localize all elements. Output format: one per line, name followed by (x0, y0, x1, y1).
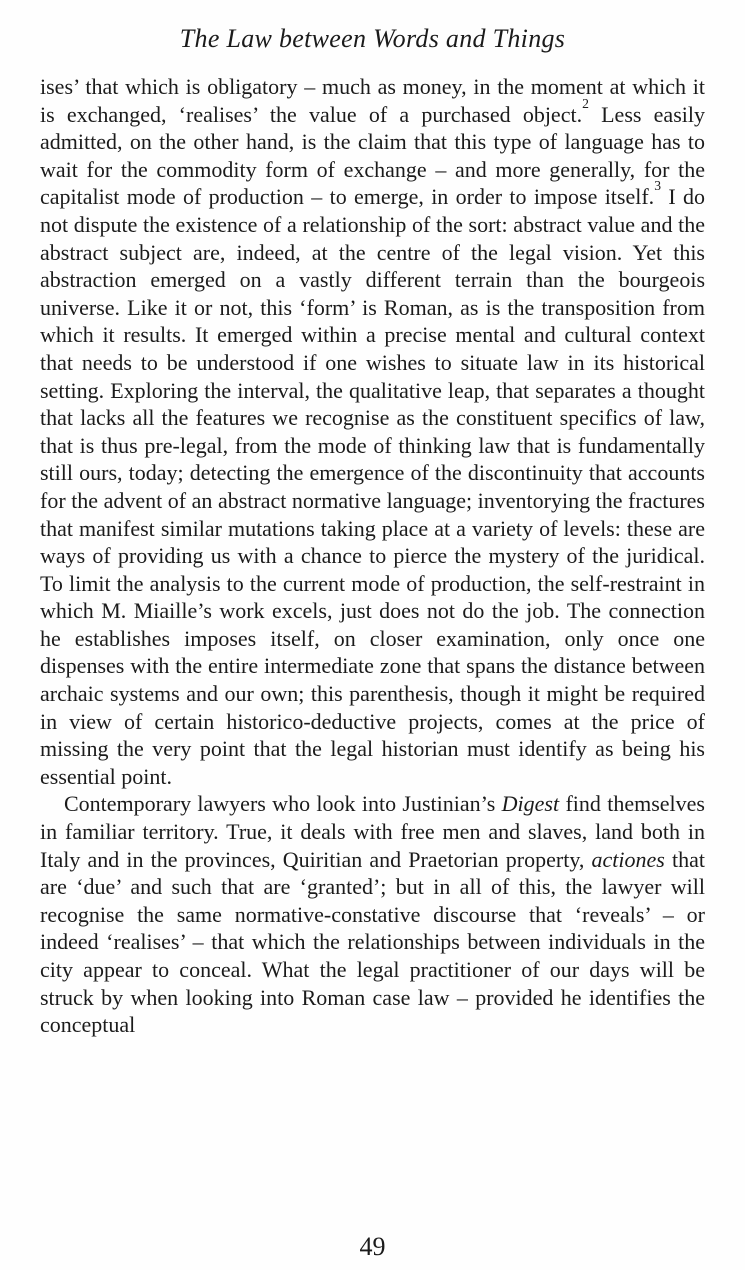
body-text-segment: I do not dispute the existence of a relationship of the sort: abstract value and the abstract subject are, indeed, at the centre of the legal vision. Yet this abstraction emerged on a vastly different terrain than the bourgeois universe. Like it or not, this ‘form’ is Roman, as is the transposition from which it results. It emerged within a precise mental and cultural context that needs to be understood if one wishes to situate law in its historical setting. Exploring the interval, the qualitative leap, that separates a thought that lacks all the features we recognise as the constituent specifics of law, that is thus pre-legal, from the mode of thinking law that is fundamentally still ours, today; detecting the emergence of the discontinuity that accounts for the advent of an abstract normative language; inventorying the fractures that manifest similar mutations taking place at a variety of levels: these are ways of providing us with a chance to pierce the mystery of the juridical. To limit the analysis to the current mode of production, the self-restraint in which M. Miaille’s work excels, just does not do the job. The connection he establishes imposes itself, on closer examination, only once one dispenses with the entire intermediate zone that spans the distance between archaic systems and our own; this parenthesis, though it might be required in view of certain historico-deductive projects, comes at the price of missing the very point that the legal historian must identify as being his essential point. (40, 184, 705, 789)
italic-term-actiones: actiones (591, 846, 665, 872)
italic-term-digest: Digest (501, 791, 560, 817)
running-head: The Law between Words and Things (179, 24, 566, 53)
paragraph-continuation (40, 73, 705, 790)
page-body (40, 73, 705, 1039)
body-text-segment: find themselves in familiar territory. True, it deals with free men and slaves, land both in Italy and in the provinces, Quiritian and Praetorian property, (40, 791, 705, 872)
footnote-reference-2: 2 (582, 95, 589, 111)
page-number: 49 (359, 1232, 386, 1261)
footnote-reference-3: 3 (654, 178, 661, 194)
body-text-segment: Contemporary lawyers who look into Justinian’s (64, 791, 502, 817)
body-text-segment: Less easily admitted, on the other hand, is the claim that this type of language has to wait for the commodity form of exchange – and more generally, for the capitalist mode of production – to emerge, in order to impose itself. (40, 101, 705, 210)
body-text-segment: that are ‘due’ and such that are ‘granted’; but in all of this, the lawyer will recognise the same normative-constative discourse that ‘reveals’ – or indeed ‘realises’ – that which the relationships between individuals in the city appear to conceal. What the legal practitioner of our days will be struck by when looking into Roman case law – provided he identifies the conceptual (40, 846, 705, 1038)
body-text-segment: ises’ that which is obligatory – much as money, in the moment at which it is exchanged, ‘realises’ the value of a purchased object. (40, 74, 705, 127)
paragraph-contemporary-lawyers (40, 790, 705, 1038)
